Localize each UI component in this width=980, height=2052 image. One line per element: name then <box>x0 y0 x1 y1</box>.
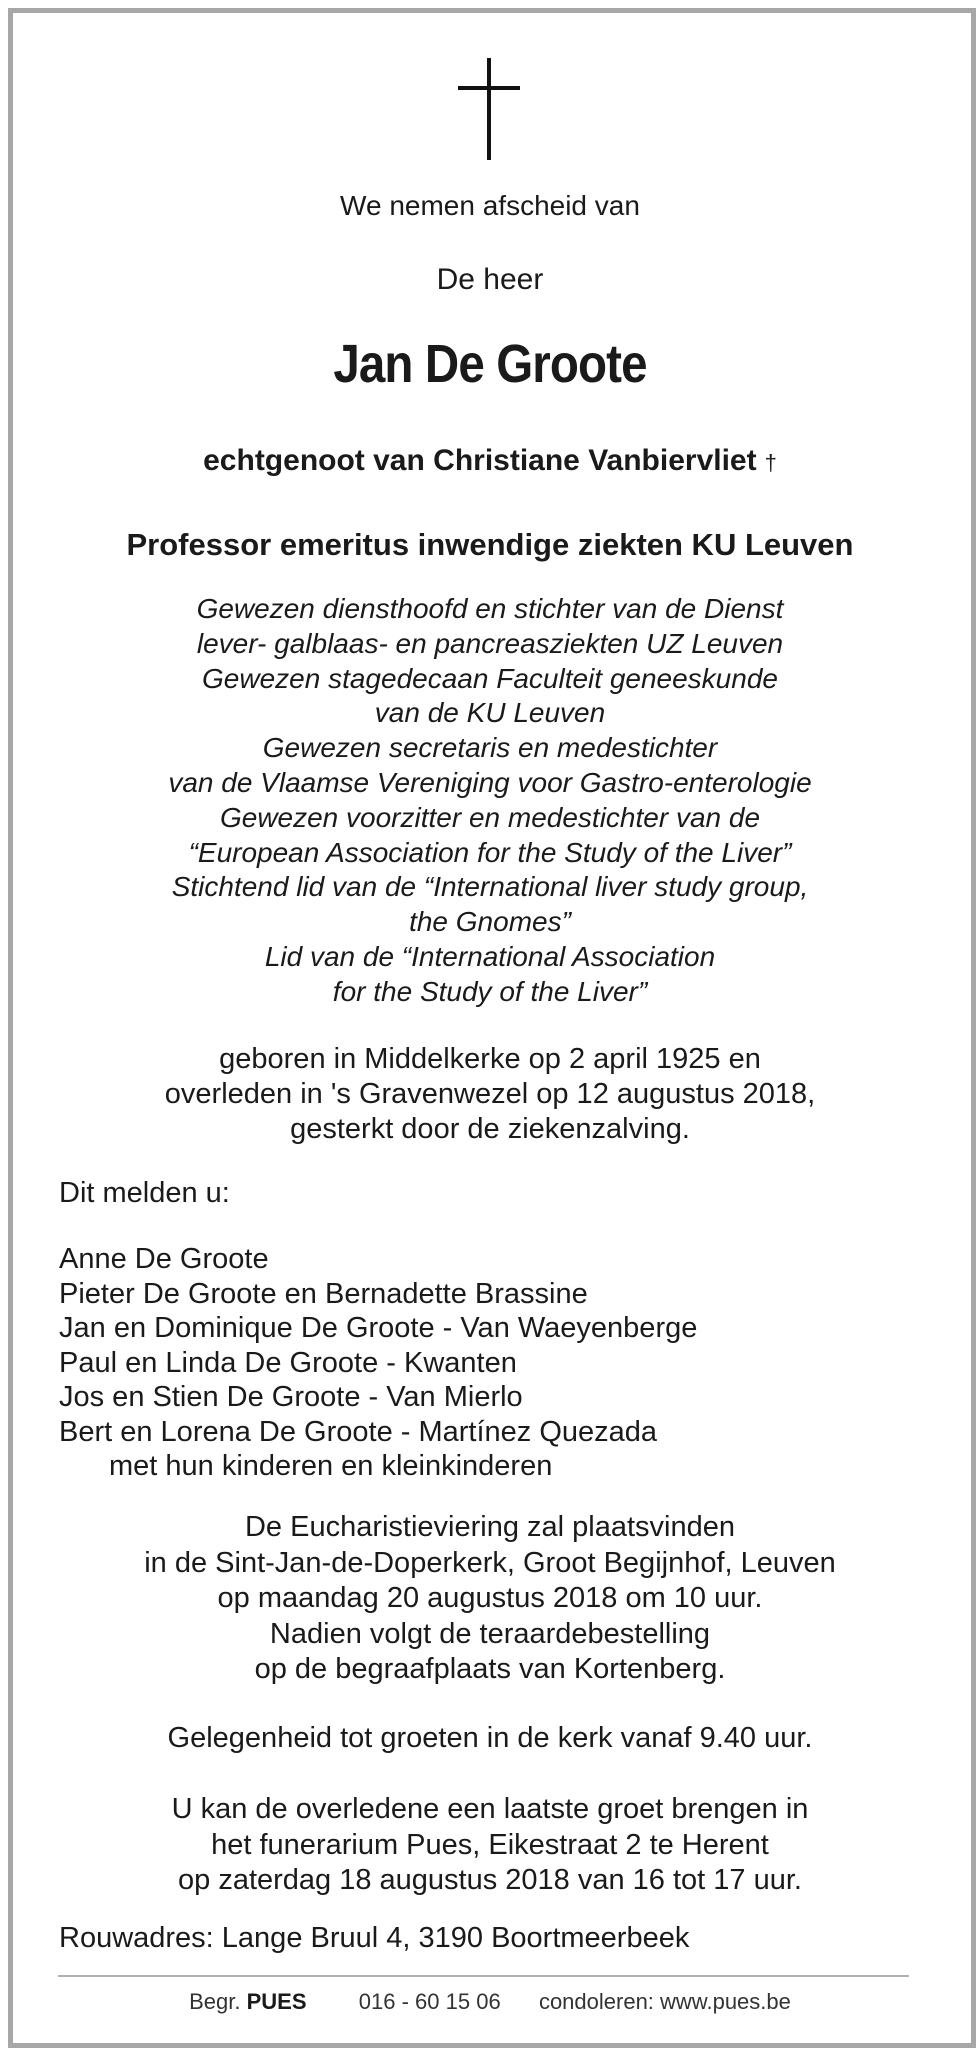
service-line: op de begraafplaats van Kortenberg. <box>254 1653 726 1686</box>
title-text: De heer <box>436 263 544 296</box>
service-block <box>0 1510 980 1688</box>
family-list <box>59 1242 697 1484</box>
footer <box>0 1989 980 2015</box>
visit-line: het funerarium Pues, Eikestraat 2 te Herent <box>211 1828 769 1861</box>
career-block <box>0 592 980 1010</box>
career-line: Gewezen voorzitter en medestichter van de <box>219 801 761 833</box>
footer-divider <box>58 1975 909 1977</box>
deceased-name: Jan De Groote <box>333 334 647 394</box>
career-line: Gewezen secretaris en medestichter <box>262 732 718 764</box>
spouse-text: echtgenoot van Christiane Vanbiervliet <box>203 444 757 477</box>
career-line: Lid van de “International Association <box>264 940 716 972</box>
family-member: Pieter De Groote en Bernadette Brassine <box>59 1277 588 1310</box>
family-footer: met hun kinderen en kleinkinderen <box>109 1450 553 1482</box>
birth-death-block <box>0 1042 980 1147</box>
career-line: Gewezen stagedecaan Faculteit geneeskunde <box>202 662 778 694</box>
intro-text: We nemen afscheid van <box>340 190 640 221</box>
funeral-home-phone: 016 - 60 15 06 <box>358 1989 501 2014</box>
family-member: Paul en Linda De Groote - Kwanten <box>59 1346 517 1379</box>
sacrament-line: gesterkt door de ziekenzalving. <box>290 1113 690 1145</box>
career-line: lever- galblaas- en pancreasziekten UZ Leuven <box>196 627 784 659</box>
service-line: op maandag 20 augustus 2018 om 10 uur. <box>217 1582 763 1615</box>
career-line: Gewezen diensthoofd en stichter van de Dienst <box>196 593 784 624</box>
announce-text: Dit melden u: <box>59 1177 230 1209</box>
career-line: “European Association for the Study of the Liver” <box>188 836 792 868</box>
gathering-line: Gelegenheid tot groeten in de kerk vanaf 9.40 uur. <box>167 1722 813 1754</box>
service-line: Nadien volgt de teraardebestelling <box>269 1617 711 1650</box>
family-member: Jos en Stien De Groote - Van Mierlo <box>59 1381 523 1413</box>
career-line: the Gnomes” <box>409 906 571 938</box>
death-line: overleden in 's Gravenwezel op 12 augustus 2018, <box>164 1078 816 1110</box>
spouse-line <box>0 444 980 478</box>
career-line: for the Study of the Liver” <box>332 975 648 1007</box>
service-line: in de Sint-Jan-de-Doperkerk, Groot Begijnhof, Leuven <box>144 1546 836 1579</box>
career-line: Stichtend lid van de “International liver study group, <box>171 871 809 903</box>
family-member: Bert en Lorena De Groote - Martínez Quezada <box>59 1415 658 1448</box>
family-member: Jan en Dominique De Groote - Van Waeyenberge <box>59 1312 698 1344</box>
career-line: van de KU Leuven <box>374 697 606 729</box>
service-line: De Eucharistieviering zal plaatsvinden <box>244 1511 736 1543</box>
profession-line: Professor emeritus inwendige ziekten KU Leuven <box>126 527 854 562</box>
dagger-icon: † <box>764 450 777 475</box>
funeral-home-brand: PUES <box>246 1989 307 2014</box>
begr-label: Begr. <box>189 1989 241 2014</box>
career-line: van de Vlaamse Vereniging voor Gastro-enterologie <box>168 766 812 798</box>
birth-line: geboren in Middelkerke op 2 april 1925 en <box>219 1043 761 1075</box>
visit-line: op zaterdag 18 augustus 2018 van 16 tot 17 uur. <box>178 1864 802 1896</box>
family-member: Anne De Groote <box>59 1243 269 1275</box>
visit-block <box>0 1792 980 1899</box>
visit-line: U kan de overledene een laatste groet brengen in <box>171 1793 809 1825</box>
condolence-link[interactable]: condoleren: www.pues.be <box>538 1989 791 2014</box>
mourning-address: Rouwadres: Lange Bruul 4, 3190 Boortmeerbeek <box>59 1922 690 1954</box>
cross-icon <box>458 58 520 160</box>
